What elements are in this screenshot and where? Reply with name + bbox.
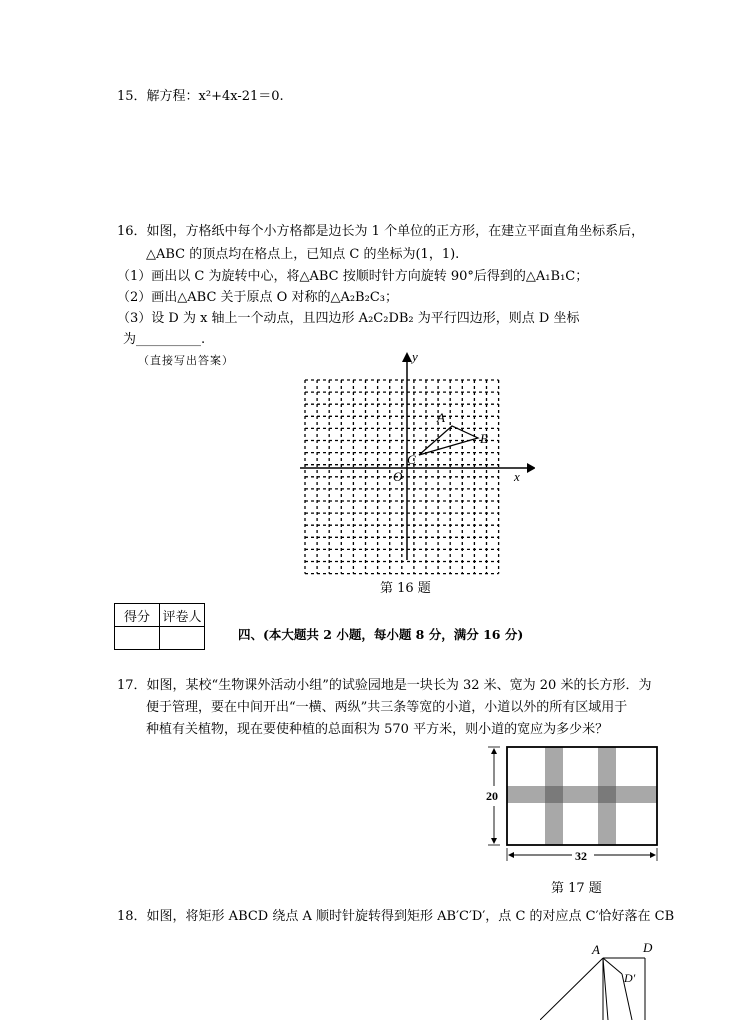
q17-line2: 便于管理，要在中间开出“一横、两纵”共三条等宽的小道，小道以外的所有区域用于 (146, 700, 628, 715)
q17-line1: 17．如图，某校“生物课外活动小组”的试验园地是一块长为 32 米、宽为 20 米的长方形．为 (117, 678, 652, 693)
q16-part3b: 为__________. (123, 332, 206, 347)
segment-ad-prime (603, 958, 622, 974)
point-c-label: C (407, 452, 416, 467)
y-axis-arrow (402, 352, 412, 362)
path-crossing-2 (598, 786, 616, 803)
q17-caption: 第 17 题 (551, 881, 602, 896)
segment-ab-prime (540, 958, 603, 1020)
q16-line1: 16．如图，方格纸中每个小方格都是边长为 1 个单位的正方形，在建立平面直角坐标系后， (117, 224, 645, 239)
point-a-label: A (592, 942, 600, 957)
score-header: 得分 (115, 604, 160, 627)
q16-part2: （2）画出△ABC 关于原点 O 对称的△A₂B₂C₃； (117, 290, 398, 305)
width-label: 32 (575, 849, 587, 863)
point-a-label: A (437, 410, 445, 425)
point-d-label: D (643, 940, 653, 955)
q17-line3: 种植有关植物，现在要使种植的总面积为 570 平方米，则小道的宽应为多少米？ (146, 722, 609, 737)
q15-text: 15．解方程：x²+4x-21＝0. (117, 89, 284, 104)
y-axis-label: y (412, 350, 418, 364)
q16-part3: （3）设 D 为 x 轴上一个动点，且四边形 A₂C₂DB₂ 为平行四边形，则点 D 坐标 (117, 311, 580, 326)
grader-cell (160, 627, 205, 650)
q16-note: （直接写出答案） (138, 354, 234, 367)
horizontal-path (507, 786, 657, 803)
score-table (114, 603, 205, 650)
point-b-label: B (480, 431, 488, 446)
score-cell (115, 627, 160, 650)
grader-header: 评卷人 (160, 604, 205, 627)
q18-line1: 18．如图，将矩形 ABCD 绕点 A 顺时针旋转得到矩形 AB′C′D′，点 C 的对应点 C′恰好落在 CB (117, 909, 675, 924)
q16-caption: 第 16 题 (380, 581, 431, 596)
x-axis-arrow (527, 463, 535, 473)
q16-part1: （1）画出以 C 为旋转中心，将△ABC 按顺时针方向旋转 90°后得到的△A₁B₁C； (117, 269, 589, 284)
q16-figure (295, 350, 535, 575)
x-axis-label: x (514, 469, 520, 484)
height-label: 20 (486, 789, 498, 803)
q17-figure (480, 742, 670, 867)
q18-figure (540, 938, 670, 1020)
path-crossing-1 (545, 786, 563, 803)
origin-label: O (393, 469, 403, 484)
section-4-heading: 四、(本大题共 2 小题，每小题 8 分，满分 16 分) (238, 627, 524, 642)
point-dprime-label: D′ (624, 971, 636, 985)
q16-line2: △ABC 的顶点均在格点上，已知点 C 的坐标为(1，1). (146, 247, 460, 262)
